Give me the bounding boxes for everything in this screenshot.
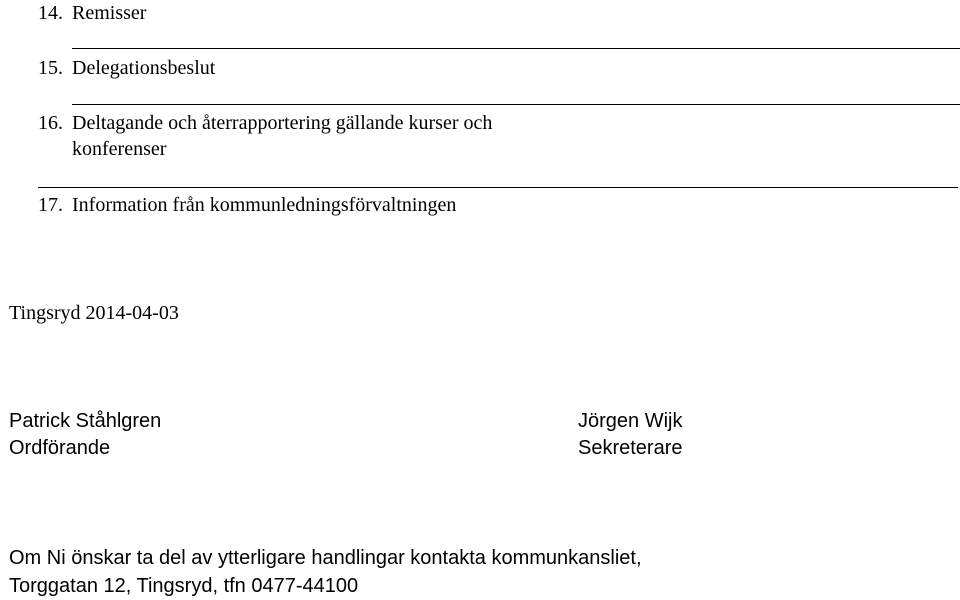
agenda-number: 17.: [38, 194, 63, 216]
agenda-divider: [72, 104, 960, 105]
agenda-divider: [38, 187, 958, 188]
agenda-title: Delegationsbeslut: [72, 57, 216, 79]
agenda-title-continuation: konferenser: [72, 138, 167, 160]
contact-line-1: Om Ni önskar ta del av ytterligare handlingar kontakta kommunkansliet,: [9, 547, 642, 569]
signature-secretary: [578, 408, 683, 462]
chair-role: Ordförande: [9, 437, 111, 459]
secretary-name: Jörgen Wijk: [578, 410, 683, 432]
contact-footer: [9, 544, 642, 600]
agenda-title: Deltagande och återrapportering gällande kurser och: [72, 112, 493, 134]
agenda-title: Information från kommunledningsförvaltningen: [72, 194, 457, 216]
agenda-number: 15.: [38, 57, 63, 79]
place-and-date: Tingsryd 2014-04-03: [9, 302, 179, 324]
agenda-number: 14.: [38, 2, 63, 24]
contact-line-2: Torggatan 12, Tingsryd, tfn 0477-44100: [9, 575, 359, 597]
chair-name: Patrick Ståhlgren: [9, 410, 162, 432]
agenda-divider: [72, 48, 960, 49]
agenda-title: Remisser: [72, 2, 147, 24]
secretary-role: Sekreterare: [578, 437, 683, 459]
agenda-number: 16.: [38, 112, 63, 134]
signature-chair: [9, 408, 161, 462]
